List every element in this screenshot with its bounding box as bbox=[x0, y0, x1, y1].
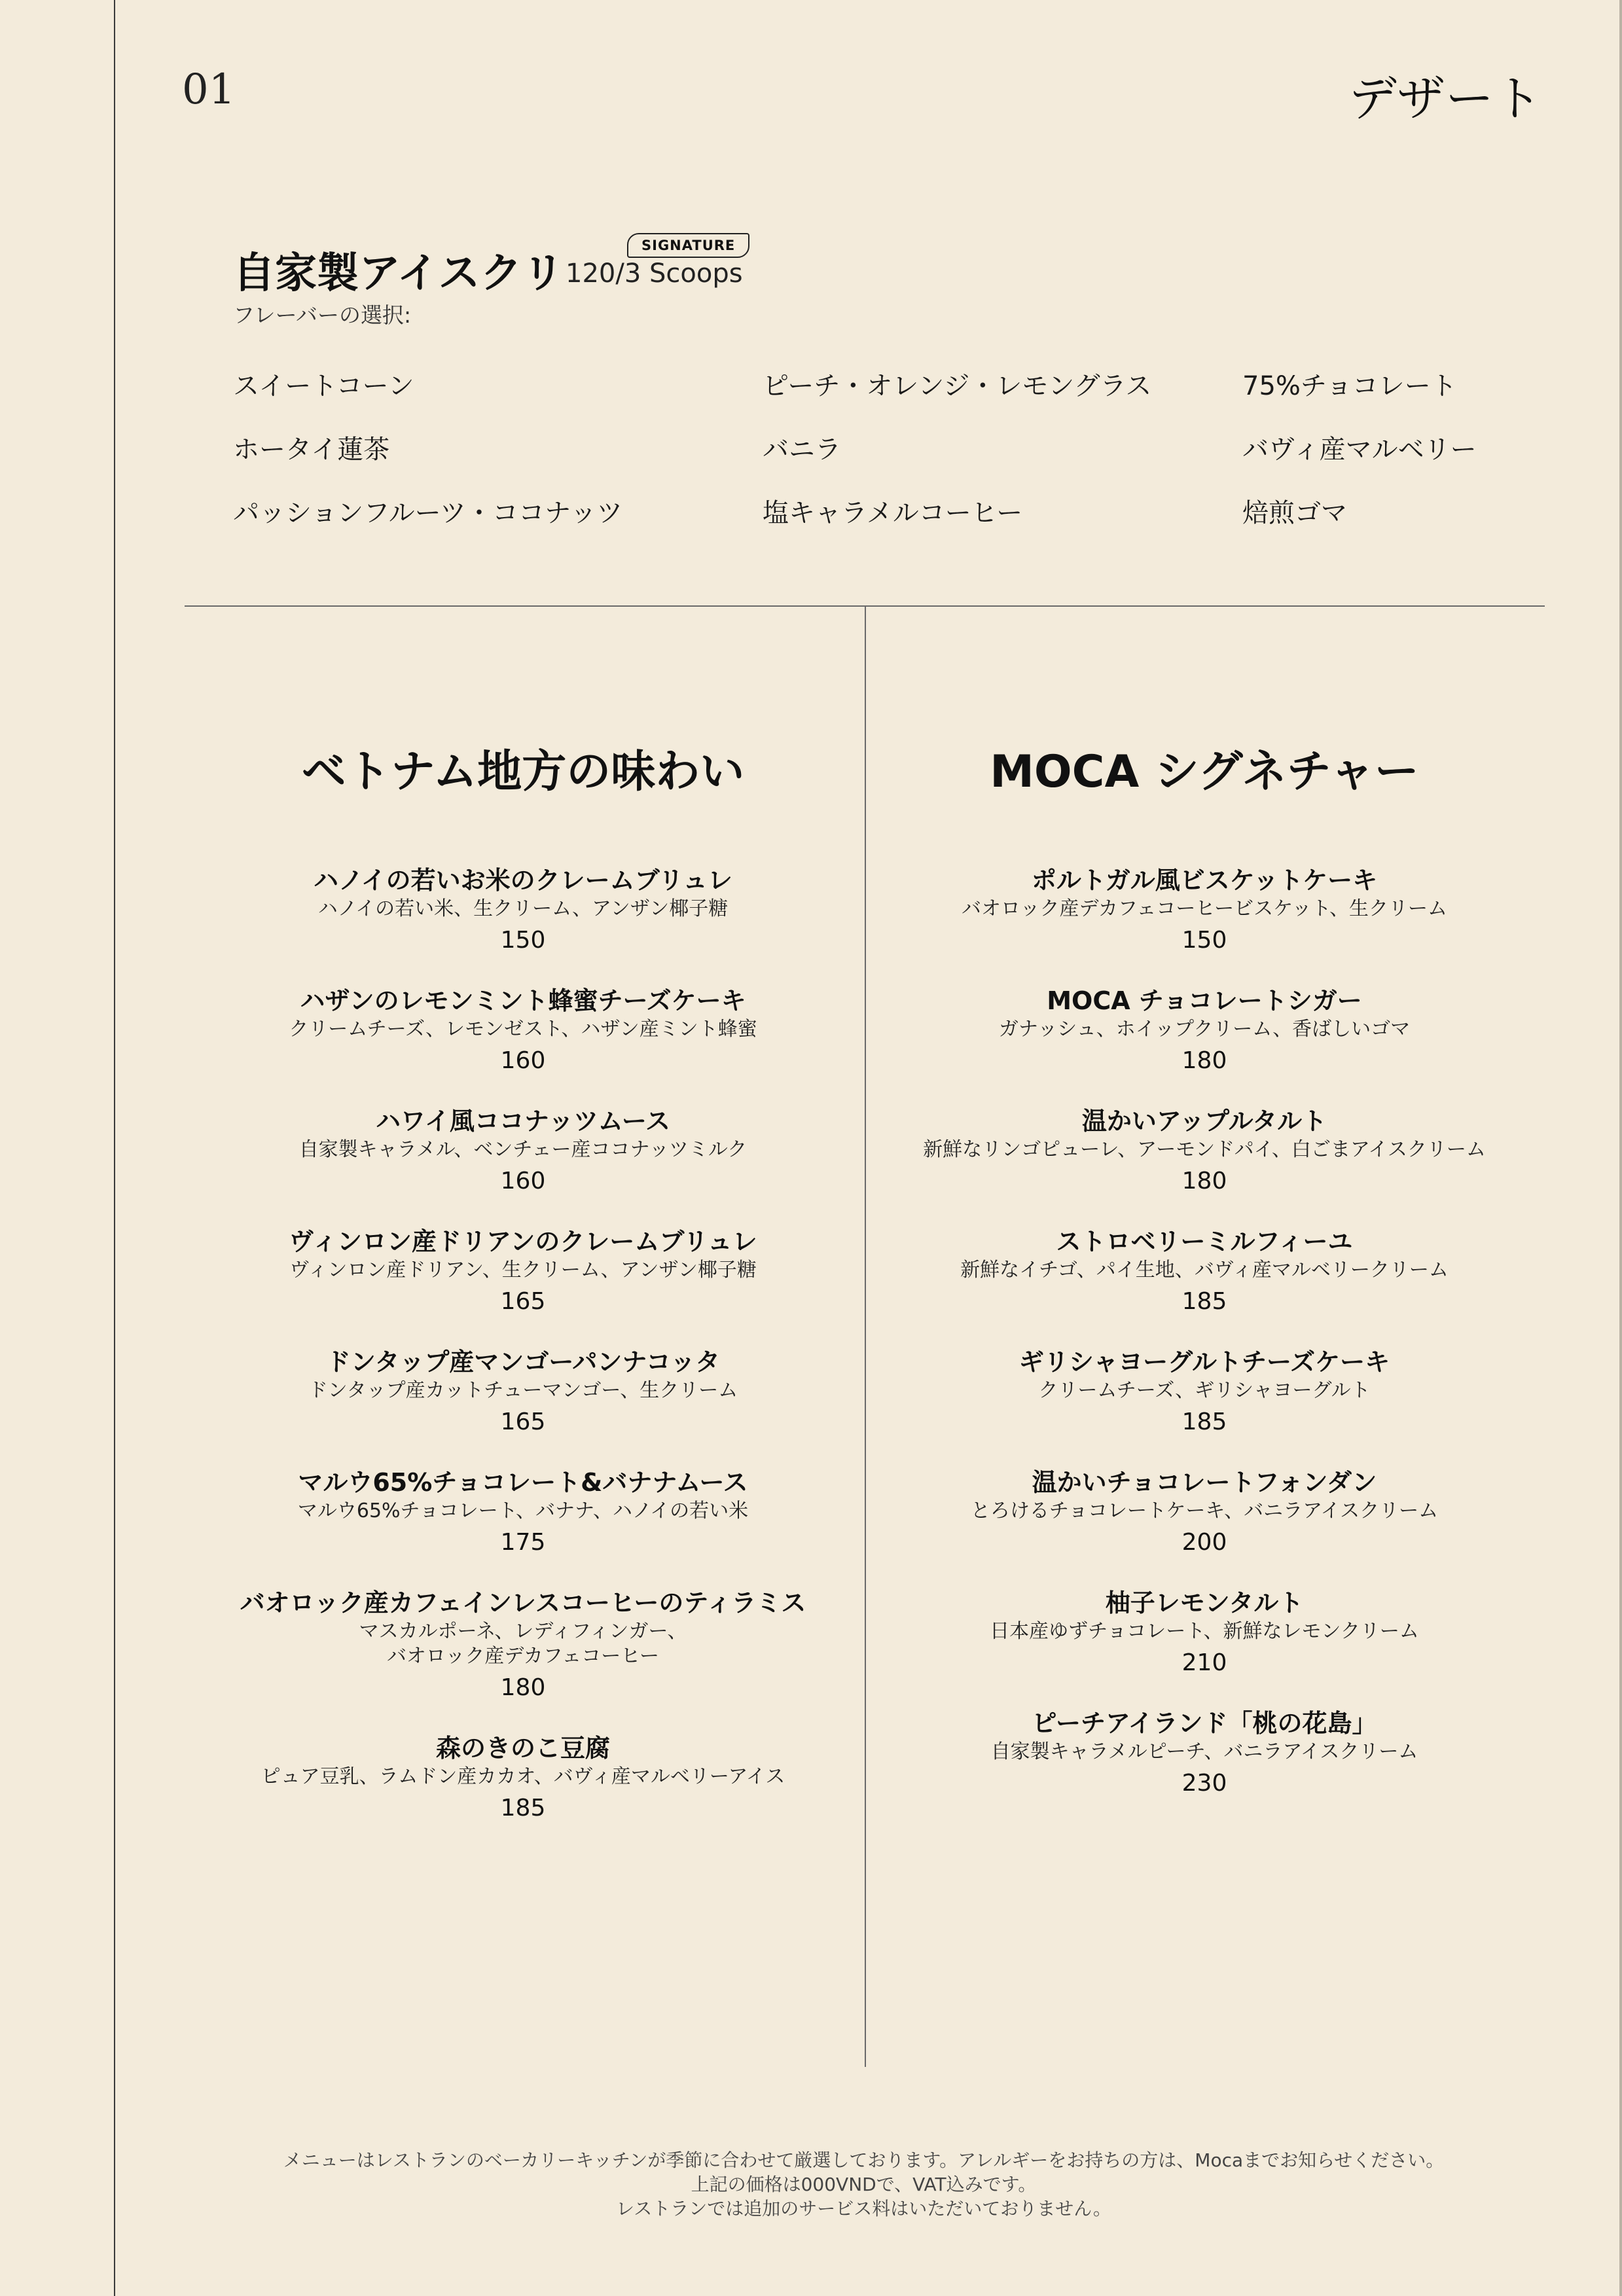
menu-item-price: 200 bbox=[1181, 1529, 1227, 1556]
menu-item-name: ストロベリーミルフィーユ bbox=[1056, 1227, 1353, 1256]
footer-line: メニューはレストランのベーカリーキッチンが季節に合わせて厳選しております。アレルギーをお持ちの方は、Mocaまでお知らせください。 bbox=[283, 2149, 1445, 2171]
signature-section bbox=[864, 733, 1545, 1827]
flavor-item: スイートコーン bbox=[233, 371, 414, 401]
page-title: デザート bbox=[1348, 71, 1542, 127]
flavor-item: 塩キャラメルコーヒー bbox=[763, 498, 1023, 528]
menu-item bbox=[864, 1346, 1545, 1441]
menu-item-price: 210 bbox=[1181, 1649, 1227, 1676]
menu-item bbox=[864, 1587, 1545, 1682]
menu-item-price: 175 bbox=[500, 1529, 546, 1556]
menu-item bbox=[864, 1466, 1545, 1562]
menu-item-price: 165 bbox=[500, 1408, 546, 1435]
signature-badge: SIGNATURE bbox=[627, 233, 749, 258]
footer-note bbox=[183, 2148, 1545, 2221]
menu-item-description: 自家製キャラメル、ベンチェー産ココナッツミルク bbox=[298, 1138, 748, 1161]
regional-items bbox=[183, 864, 863, 1827]
menu-item-price: 150 bbox=[500, 927, 546, 954]
menu-item-name: ポルトガル風ビスケットケーキ bbox=[1031, 866, 1378, 895]
menu-item-name: 温かいアップルタルト bbox=[1081, 1107, 1327, 1136]
menu-item bbox=[864, 1225, 1545, 1321]
menu-item-description: 新鮮なイチゴ、パイ生地、バヴィ産マルベリークリーム bbox=[960, 1259, 1449, 1282]
section-title: MOCA シグネチャー bbox=[990, 746, 1419, 798]
menu-item-description: マスカルポーネ、レディフィンガー、 バオロック産デカフェコーヒー bbox=[359, 1620, 687, 1668]
right-edge-line bbox=[1619, 0, 1622, 2296]
menu-item-price: 160 bbox=[500, 1047, 546, 1074]
menu-item bbox=[183, 1466, 863, 1562]
menu-item-name: ハノイの若いお米のクレームブリュレ bbox=[314, 866, 732, 895]
menu-item-name: ヴィンロン産ドリアンのクレームブリュレ bbox=[289, 1227, 757, 1256]
menu-item-description: バオロック産デカフェコーヒービスケット、生クリーム bbox=[962, 897, 1447, 920]
menu-item-name: 温かいチョコレートフォンダン bbox=[1032, 1468, 1377, 1497]
flavor-item: 焙煎ゴマ bbox=[1242, 498, 1347, 528]
menu-item-price: 160 bbox=[500, 1168, 546, 1194]
menu-item-name: 柚子レモンタルト bbox=[1105, 1588, 1304, 1617]
menu-item-name: マルウ65%チョコレート&バナナムース bbox=[298, 1468, 748, 1497]
menu-item-description: ピュア豆乳、ラムドン産カカオ、バヴィ産マルベリーアイス bbox=[261, 1765, 785, 1788]
menu-item bbox=[183, 1105, 863, 1200]
menu-item-price: 230 bbox=[1181, 1770, 1227, 1797]
menu-item-name: MOCA チョコレートシガー bbox=[1047, 986, 1362, 1015]
regional-section bbox=[183, 733, 863, 1852]
menu-item-description: クリームチーズ、レモンゼスト、ハザン産ミント蜂蜜 bbox=[289, 1018, 757, 1041]
menu-item-description: ヴィンロン産ドリアン、生クリーム、アンザン椰子糖 bbox=[289, 1259, 757, 1282]
menu-item-name: ドンタップ産マンゴーパンナコッタ bbox=[325, 1348, 721, 1376]
menu-item-description: ドンタップ産カットチューマンゴー、生クリーム bbox=[308, 1379, 738, 1402]
menu-item-description: ハノイの若い米、生クリーム、アンザン椰子糖 bbox=[317, 897, 729, 920]
menu-item-price: 185 bbox=[1181, 1408, 1227, 1435]
left-margin-line bbox=[114, 0, 115, 2296]
menu-item-description: ガナッシュ、ホイップクリーム、香ばしいゴマ bbox=[998, 1018, 1411, 1041]
menu-item-price: 185 bbox=[1181, 1288, 1227, 1315]
menu-item-price: 150 bbox=[1181, 927, 1227, 954]
section-title: ベトナム地方の味わい bbox=[301, 746, 745, 798]
menu-item-name: ピーチアイランド「桃の花島」 bbox=[1032, 1709, 1377, 1738]
menu-item-name: 森のきのこ豆腐 bbox=[435, 1734, 610, 1763]
menu-item bbox=[183, 864, 863, 960]
menu-item-price: 185 bbox=[500, 1795, 546, 1821]
menu-item bbox=[183, 1346, 863, 1441]
menu-item-name: ギリシャヨーグルトチーズケーキ bbox=[1018, 1348, 1390, 1376]
ice-cream-price: 120/3 Scoops bbox=[566, 259, 743, 289]
flavor-item: ホータイ蓮茶 bbox=[233, 435, 390, 465]
flavor-item: パッションフルーツ・ココナッツ bbox=[233, 498, 623, 528]
menu-item bbox=[864, 1105, 1545, 1200]
ice-cream-title: 自家製アイスクリ bbox=[233, 249, 564, 298]
menu-item-description: とろけるチョコレートケーキ、バニラアイスクリーム bbox=[970, 1499, 1439, 1522]
menu-item bbox=[864, 864, 1545, 960]
menu-item-description: マルウ65%チョコレート、バナナ、ハノイの若い米 bbox=[297, 1499, 749, 1522]
menu-item-price: 180 bbox=[1181, 1047, 1227, 1074]
footer-line: 上記の価格は000VNDで、VAT込みです。 bbox=[691, 2174, 1037, 2195]
menu-item bbox=[183, 984, 863, 1080]
menu-item-name: ハワイ風ココナッツムース bbox=[376, 1107, 670, 1136]
flavor-item: バニラ bbox=[763, 435, 841, 465]
menu-item bbox=[864, 1707, 1545, 1803]
menu-item bbox=[864, 984, 1545, 1080]
flavor-item: ピーチ・オレンジ・レモングラス bbox=[763, 371, 1152, 401]
menu-item-price: 180 bbox=[500, 1674, 546, 1701]
footer-line: レストランでは追加のサービス料はいただいておりません。 bbox=[616, 2198, 1111, 2219]
menu-item-name: バオロック産カフェインレスコーヒーのティラミス bbox=[240, 1588, 806, 1617]
menu-item-description: 日本産ゆずチョコレート、新鮮なレモンクリーム bbox=[990, 1620, 1419, 1643]
menu-item-description: クリームチーズ、ギリシャヨーグルト bbox=[1038, 1379, 1371, 1402]
menu-item-name: ハザンのレモンミント蜂蜜チーズケーキ bbox=[300, 986, 746, 1015]
menu-item bbox=[183, 1732, 863, 1827]
menu-item-price: 165 bbox=[500, 1288, 546, 1315]
menu-item bbox=[183, 1587, 863, 1707]
flavor-item: 75%チョコレート bbox=[1242, 371, 1457, 401]
menu-item-description: 自家製キャラメルピーチ、バニラアイスクリーム bbox=[990, 1740, 1418, 1763]
flavor-item: バヴィ産マルベリー bbox=[1242, 435, 1477, 465]
menu-item-price: 180 bbox=[1181, 1168, 1227, 1194]
menu-item bbox=[183, 1225, 863, 1321]
menu-item-description: 新鮮なリンゴピューレ、アーモンドパイ、白ごまアイスクリーム bbox=[923, 1138, 1486, 1161]
signature-items bbox=[864, 864, 1545, 1803]
flavor-subtitle: フレーバーの選択: bbox=[233, 302, 412, 328]
page-number: 01 bbox=[182, 65, 236, 114]
